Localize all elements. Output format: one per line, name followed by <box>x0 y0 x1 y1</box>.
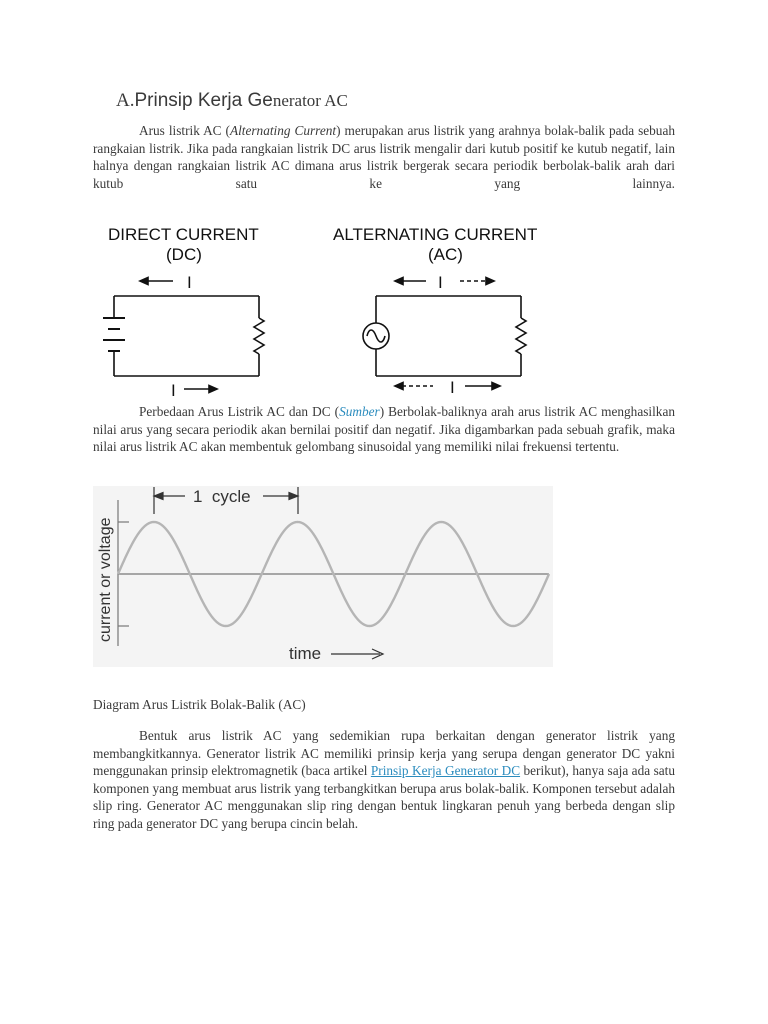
ac-subtitle: (AC) <box>428 245 463 264</box>
y-axis-label: current or voltage <box>97 517 114 642</box>
ac-top-arrow-head-right <box>486 278 494 285</box>
heading-serif-part: nerator AC <box>272 91 348 110</box>
paragraph-intro: Arus listrik AC (Alternating Current) merupakan arus listrik yang arahnya bolak-balik pada sebuah rangkaian listrik. Jika pada rangkaian listrik DC arus listrik mengalir dari kutub positif ke kutub negatif, lain halnya dengan rangkaian listrik AC dimana arus listrik bergerak secara periodik berbolak-balik arah dari kutub satu ke yang lainnya. <box>93 123 676 191</box>
dc-top-arrow-head <box>140 278 148 285</box>
ac-top-current-label: I <box>438 273 443 292</box>
ac-bottom-current-label: I <box>450 378 455 397</box>
paragraph-difference: Perbedaan Arus Listrik AC dan DC (Sumber) Berbolak-baliknya arah arus listrik AC menghasilkan nilai arus yang secara periodik akan bernilai positif dan negatif. Jika digambarkan pada sebuah grafik, maka nilai arus listrik AC akan membentuk gelombang sinusoidal yang memiliki nilai frekuensi tertentu. <box>93 404 675 454</box>
heading-sans-part: Prinsip Kerja Ge <box>134 90 273 111</box>
generator-dc-link[interactable]: Prinsip Kerja Generator DC <box>370 763 521 778</box>
paragraph-generator: Bentuk arus listrik AC yang sedemikian rupa berkaitan dengan generator listrik yang membangkitkannya. Generator listrik AC memiliki prinsip kerja yang serupa dengan generator DC yakni menggunakan prinsip elektromagnetik (baca artikel Prinsip Kerja Generator DC berikut), hanya saja ada satu komponen yang membuat arus listrik yang terbangkitkan berupa arus bolak-balik. Komponen tersebut adalah slip ring. Generator AC menggunakan slip ring dengan bentuk lingkaran penuh yang berbeda dengan slip ring pada generator DC yang berupa cincin belah. <box>93 728 675 831</box>
dc-bottom-current-label: I <box>171 381 176 398</box>
ac-resistor-symbol <box>516 318 526 354</box>
section-heading <box>116 86 348 113</box>
x-axis-label: time <box>289 644 322 663</box>
dc-subtitle: (DC) <box>166 245 202 264</box>
source-link[interactable]: Sumber <box>339 404 380 419</box>
ac-title: ALTERNATING CURRENT <box>333 225 538 244</box>
waveform-background <box>93 486 553 667</box>
dc-resistor-symbol <box>254 318 264 354</box>
italic-term: Alternating Current <box>229 123 337 138</box>
ac-top-arrow-head-left <box>395 278 403 285</box>
dc-title: DIRECT CURRENT <box>108 225 259 244</box>
dc-bottom-arrow-head <box>209 386 217 393</box>
figure-caption: Diagram Arus Listrik Bolak-Balik (AC) <box>93 697 306 712</box>
ac-bottom-arrow-head-left <box>395 383 403 390</box>
ac-bottom-arrow-head-right <box>492 383 500 390</box>
dc-ac-circuit-diagram <box>88 218 578 398</box>
section-number: A. <box>116 90 135 111</box>
battery-symbol <box>103 318 125 351</box>
cycle-label: 1 cycle <box>193 487 251 506</box>
ac-waveform-chart <box>93 486 553 667</box>
dc-top-current-label: I <box>187 273 192 292</box>
